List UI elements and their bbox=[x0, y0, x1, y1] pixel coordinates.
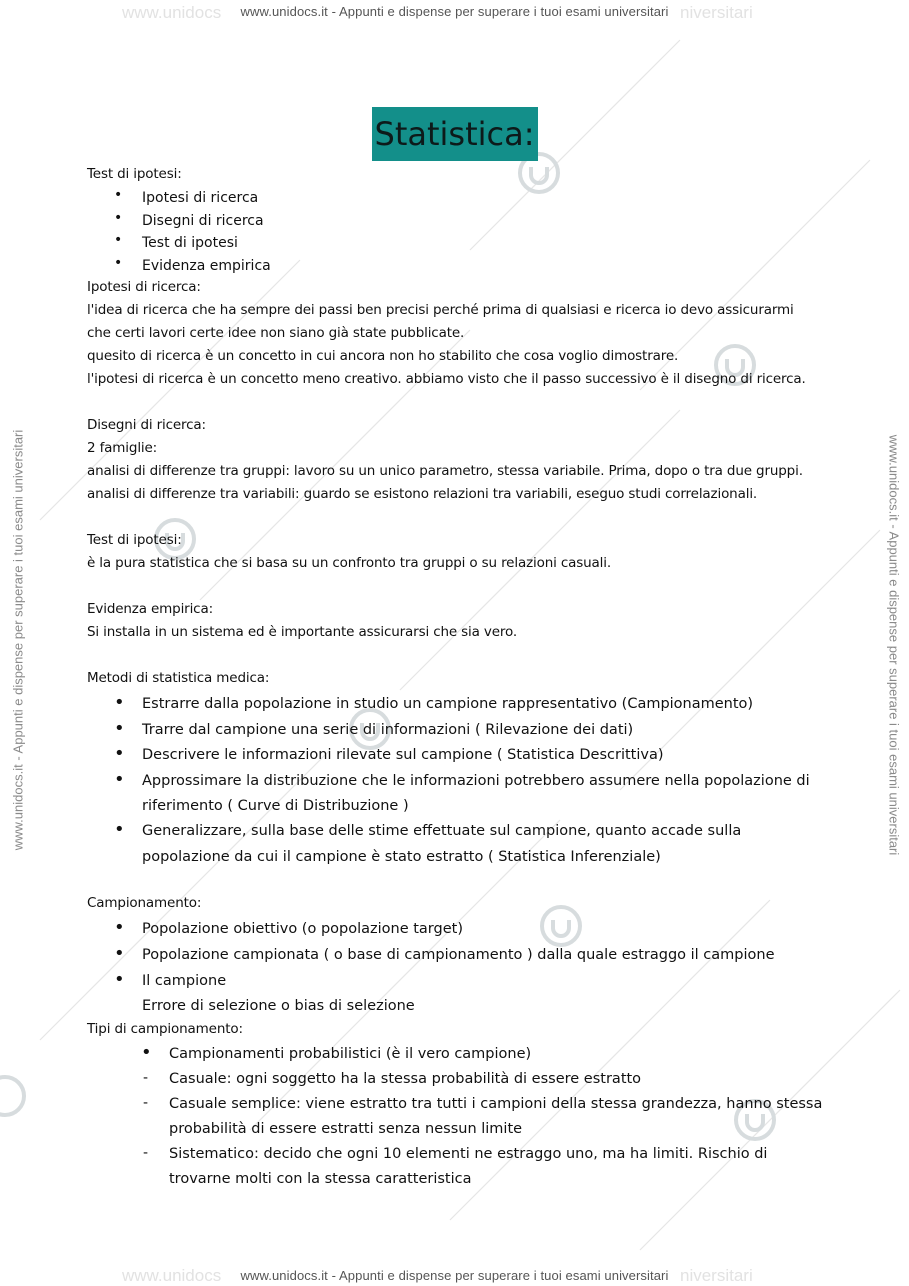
bullet-icon: • bbox=[114, 210, 123, 226]
dash-marker: - bbox=[143, 1070, 149, 1086]
list-item: Popolazione obiettivo (o popolazione target) bbox=[142, 921, 463, 937]
watermark-ghost-left: www.unidocs bbox=[122, 3, 222, 22]
list-item: Il campione bbox=[142, 973, 227, 989]
unidocs-logo-icon bbox=[0, 1073, 28, 1119]
section-heading: Campionamento: bbox=[87, 895, 202, 911]
list-item: Casuale: ogni soggetto ha la stessa probabilità di essere estratto bbox=[169, 1071, 642, 1087]
watermark-right: www.unidocs.it - Appunti e dispense per superare i tuoi esami universitari bbox=[886, 434, 902, 856]
paragraph-line: quesito di ricerca è un concetto in cui ancora non ho stabilito che cosa voglio dimostrare. bbox=[87, 348, 679, 364]
paragraph-line: 2 famiglie: bbox=[87, 440, 158, 456]
bullet-icon: • bbox=[114, 743, 125, 764]
list-item: Casuale semplice: viene estratto tra tutti i campioni della stessa grandezza, hanno stessa bbox=[169, 1096, 823, 1112]
bullet-icon: • bbox=[114, 232, 123, 248]
paragraph-line: è la pura statistica che si basa su un confronto tra gruppi o su relazioni casuali. bbox=[87, 555, 612, 571]
paragraph-line: analisi di differenze tra variabili: guardo se esistono relazioni tra variabili, eseguo studi correlazionali. bbox=[87, 486, 758, 502]
paragraph-line: Si installa in un sistema ed è importante assicurarsi che sia vero. bbox=[87, 624, 518, 640]
list-item-continuation: probabilità di essere estratti senza nessun limite bbox=[169, 1121, 523, 1137]
list-item: Ipotesi di ricerca bbox=[142, 190, 259, 206]
list-item: Estrarre dalla popolazione in studio un campione rappresentativo (Campionamento) bbox=[142, 696, 754, 712]
watermark-ghost-right: niversitari bbox=[680, 1266, 753, 1285]
watermark-ghost-left: www.unidocs bbox=[122, 1266, 222, 1285]
list-item: Approssimare la distribuzione che le informazioni potrebbero assumere nella popolazione di bbox=[142, 773, 810, 789]
bullet-icon: • bbox=[114, 692, 125, 713]
paragraph-line: l'idea di ricerca che ha sempre dei passi ben precisi perché prima di qualsiasi e ricerca io devo assicurarmi bbox=[87, 302, 794, 318]
list-item-continuation: riferimento ( Curve di Distribuzione ) bbox=[142, 798, 409, 814]
section-heading: Metodi di statistica medica: bbox=[87, 670, 270, 686]
page-title: Statistica: bbox=[372, 107, 538, 161]
bullet-icon: • bbox=[141, 1042, 152, 1063]
dash-marker: - bbox=[143, 1095, 149, 1111]
bullet-icon: • bbox=[114, 917, 125, 938]
bullet-icon: • bbox=[114, 718, 125, 739]
paragraph-line: l'ipotesi di ricerca è un concetto meno creativo. abbiamo visto che il passo successivo è il disegno di ricerca. bbox=[87, 371, 806, 387]
bullet-icon: • bbox=[114, 819, 125, 840]
section-heading: Test di ipotesi: bbox=[87, 166, 182, 182]
bullet-icon: • bbox=[114, 969, 125, 990]
list-item-continuation: Errore di selezione o bias di selezione bbox=[142, 998, 415, 1014]
watermark-footer: www.unidocs.it - Appunti e dispense per superare i tuoi esami universitari bbox=[240, 1268, 669, 1283]
unidocs-logo-icon bbox=[538, 903, 584, 949]
section-heading: Disegni di ricerca: bbox=[87, 417, 206, 433]
bullet-icon: • bbox=[114, 943, 125, 964]
list-item: Test di ipotesi bbox=[142, 235, 238, 251]
watermark-left: www.unidocs.it - Appunti e dispense per superare i tuoi esami universitari bbox=[10, 429, 26, 851]
title-container bbox=[0, 107, 909, 161]
bullet-icon: • bbox=[114, 187, 123, 203]
paragraph-line: analisi di differenze tra gruppi: lavoro su un unico parametro, stessa variabile. Prima, dopo o tra due gruppi. bbox=[87, 463, 803, 479]
list-item-continuation: trovarne molti con la stessa caratteristica bbox=[169, 1171, 472, 1187]
list-item-continuation: popolazione da cui il campione è stato estratto ( Statistica Inferenziale) bbox=[142, 849, 661, 865]
list-item: Popolazione campionata ( o base di campionamento ) dalla quale estraggo il campione bbox=[142, 947, 775, 963]
list-item: Campionamenti probabilistici (è il vero campione) bbox=[169, 1046, 532, 1062]
list-item: Generalizzare, sulla base delle stime effettuate sul campione, quanto accade sulla bbox=[142, 823, 742, 839]
section-heading: Ipotesi di ricerca: bbox=[87, 279, 201, 295]
watermark-header: www.unidocs.it - Appunti e dispense per superare i tuoi esami universitari bbox=[240, 4, 669, 19]
section-heading: Test di ipotesi: bbox=[87, 532, 182, 548]
list-item: Descrivere le informazioni rilevate sul campione ( Statistica Descrittiva) bbox=[142, 747, 664, 763]
list-item: Evidenza empirica bbox=[142, 258, 271, 274]
section-heading: Tipi di campionamento: bbox=[87, 1021, 243, 1037]
dash-marker: - bbox=[143, 1145, 149, 1161]
list-item: Disegni di ricerca bbox=[142, 213, 264, 229]
section-heading: Evidenza empirica: bbox=[87, 601, 213, 617]
list-item: Sistematico: decido che ogni 10 elementi ne estraggo uno, ma ha limiti. Rischio di bbox=[169, 1146, 768, 1162]
list-item: Trarre dal campione una serie di informazioni ( Rilevazione dei dati) bbox=[142, 722, 634, 738]
bullet-icon: • bbox=[114, 769, 125, 790]
paragraph-line: che certi lavori certe idee non siano già state pubblicate. bbox=[87, 325, 465, 341]
watermark-ghost-right: niversitari bbox=[680, 3, 753, 22]
bullet-icon: • bbox=[114, 255, 123, 271]
